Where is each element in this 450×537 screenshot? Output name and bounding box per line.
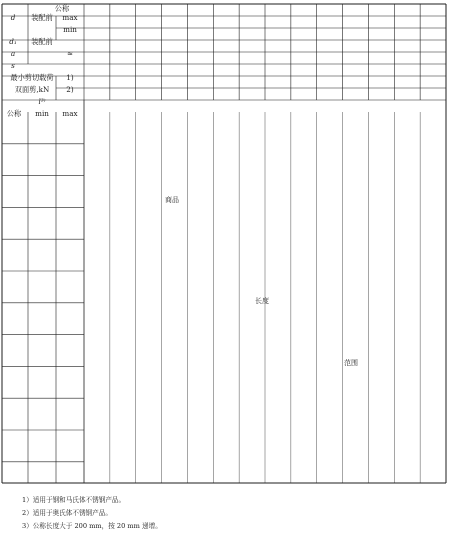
header-nominal-label: 公称 — [54, 4, 70, 13]
d-max-label: max — [62, 13, 78, 22]
d-fit-label: 装配前 — [31, 13, 53, 22]
d-min-label: min — [63, 25, 77, 34]
s-symbol: s — [11, 61, 15, 70]
footnote-1: 1）适用于钢和马氏体不锈钢产品。 — [22, 496, 126, 504]
table-text — [7, 4, 358, 367]
d1-fit-label: 装配前 — [31, 37, 53, 46]
d1-symbol: d₁ — [9, 37, 17, 46]
d-symbol: d — [10, 13, 16, 22]
a-approx-label: ≈ — [66, 49, 74, 58]
shear-note-2: 2) — [66, 85, 74, 94]
shear-note-1: 1) — [66, 73, 74, 82]
footnote-2: 2）适用于奥氏体不锈钢产品。 — [22, 509, 112, 517]
commercial-label: 商品 — [165, 196, 179, 204]
l-symbol: l³⁾ — [38, 97, 46, 106]
shear-load-label: 最小剪切载荷 — [10, 73, 54, 82]
l-max-label: max — [62, 109, 78, 118]
double-shear-label: 双面剪,kN — [14, 85, 50, 94]
l-nominal-label: 公称 — [6, 109, 22, 118]
l-min-label: min — [35, 109, 49, 118]
footnote-3: 3）公称长度大于 200 mm，按 20 mm 递增。 — [22, 522, 162, 530]
a-symbol: a — [10, 49, 16, 58]
length-label: 长度 — [255, 297, 269, 305]
range-label: 范围 — [344, 359, 358, 367]
